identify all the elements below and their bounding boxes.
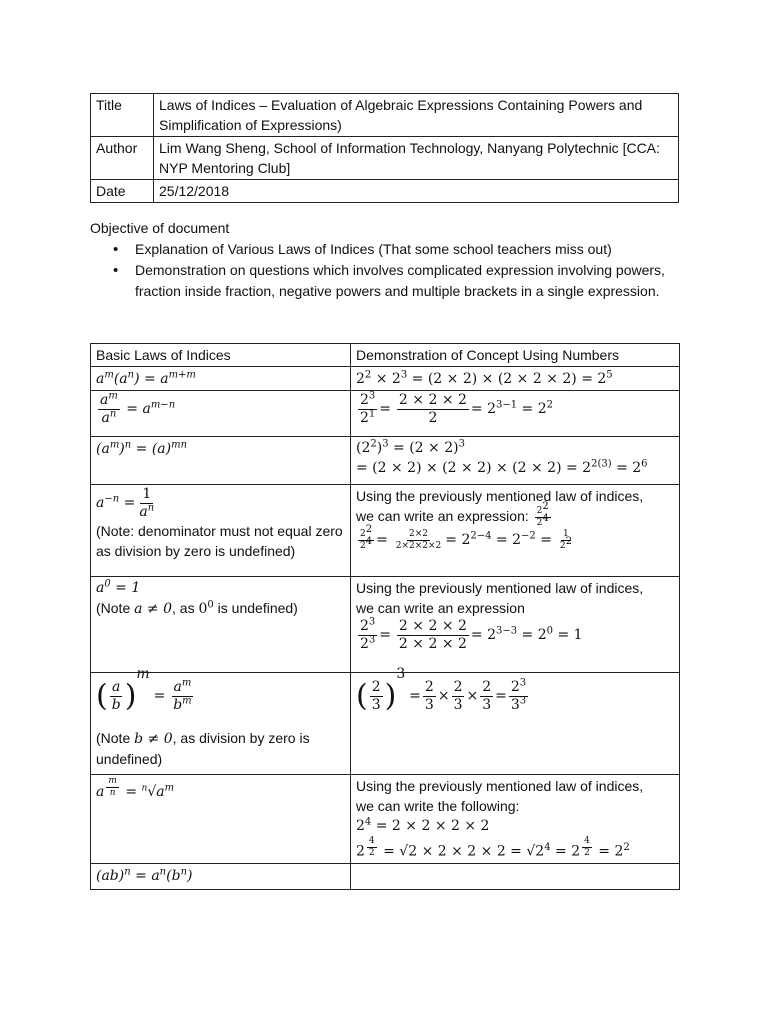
laws-table	[90, 343, 680, 890]
objective-section	[90, 218, 690, 302]
table-row	[91, 391, 680, 437]
expr-text: we can write an expression	[356, 600, 525, 616]
note-zero-c: is undefined)	[213, 600, 298, 616]
law-product-power: $(ab)^n = a^n(b^n)$	[91, 863, 351, 889]
document-info-table	[90, 93, 679, 203]
author-key: Author	[91, 137, 154, 180]
table-row	[91, 863, 680, 889]
law-product: $a^m(a^n) = a^{m+m}$	[91, 367, 351, 391]
table-row	[91, 673, 680, 775]
date-key: Date	[91, 180, 154, 203]
list-item: • Demonstration on questions which involves complicated expression involving powers, fraction inside fraction, negative powers and multiple brackets in a single expression.	[135, 260, 690, 302]
note-denominator: (Note: denominator must not equal zero as division by zero is undefined)	[96, 523, 343, 559]
note-zero-b: , as	[172, 600, 199, 616]
demo-product: $2^2 \times 2^3 = (2 \times 2) \times (2 \times 2 \times 2) = 2^5$	[351, 367, 680, 391]
demo-zero-index: Using the previously mentioned law of indices, we can write an expression $\frac{2^3}{2^3}$ = $\frac{2 \times 2 \times 2}{2 \times 2 \times 2}$ = $2^{3-3} = 2^0 = 1$	[351, 577, 680, 673]
note-b-a: (Note	[96, 729, 135, 746]
objective-list	[90, 239, 690, 302]
table-row	[91, 485, 680, 577]
intro-text: Using the previously mentioned law of indices,	[356, 778, 644, 794]
law-rational-index: a $^{\frac{m}{n}}$ = $^n√a^m$	[91, 775, 351, 864]
demo-quotient: $\frac{2^3}{2^1}$ = $\frac{2 \times 2 \times 2}{2}$ = $2^{3-1} = 2^2$	[351, 391, 680, 437]
header-right: Demonstration of Concept Using Numbers	[351, 344, 680, 367]
law-fraction-power: ( $\frac{a}{b}$ )$^m$ = $\frac{a^m}{b^m}$ (Note b ≠ 0, as division by zero is undefined)	[91, 673, 351, 775]
demo-negative-index: Using the previously mentioned law of indices, we can write an expression: $\frac{2^2}{2^4}$ $\frac{2^2}{2^4}$ = $\frac{2\times 2}{2\times 2\times 2\times 2}$ = $2^{2-4} = 2^{-2}$ = $\frac{1}{2^2}$	[351, 485, 680, 577]
intro-text: Using the previously mentioned law of indices,	[356, 488, 644, 504]
note-zero-a: (Note	[96, 600, 135, 616]
table-row	[91, 367, 680, 391]
table-row	[91, 437, 680, 485]
table-row	[91, 180, 679, 203]
law-negative-index: $a^{-n}$ = $\frac{1}{a^n}$ (Note: denominator must not equal zero as division by zero is undefined)	[91, 485, 351, 577]
table-row	[91, 775, 680, 864]
law-zero-index: $a^0 = 1$ (Note a ≠ 0, as $0^0$ is undefined)	[91, 577, 351, 673]
author-value: Lim Wang Sheng, School of Information Technology, Nanyang Polytechnic [CCA: NYP Mentoring Club]	[154, 137, 679, 180]
demo-rational-index: Using the previously mentioned law of indices, we can write the following: $2^4 = 2 \times 2 \times 2 \times 2$ 2 $^{\frac{4}{2}}$ = $√2 \times 2 \times 2 \times 2 = √2^4 = 2$ $^{\frac{4}{2}}$ = $2^2$	[351, 775, 680, 864]
note-b-b: , as division by zero is undefined)	[96, 729, 310, 767]
following-text: we can write the following:	[356, 798, 520, 814]
expr-text: we can write an expression:	[356, 508, 529, 525]
objective-heading: Objective of document	[90, 220, 230, 236]
intro-text: Using the previously mentioned law of indices,	[356, 580, 644, 596]
table-row	[91, 94, 679, 137]
law-quotient: $\frac{a^m}{a^n}$ = $a^{m-n}$	[91, 391, 351, 437]
table-row	[91, 577, 680, 673]
header-left: Basic Laws of Indices	[91, 344, 351, 367]
title-key: Title	[91, 94, 154, 137]
table-row	[91, 137, 679, 180]
law-power-of-power: $(a^m)^n = (a)^{mn}$	[91, 437, 351, 485]
list-item: • Explanation of Various Laws of Indices (That some school teachers miss out)	[135, 239, 690, 260]
table-header-row	[91, 344, 680, 367]
demo-product-power	[351, 863, 680, 889]
demo-fraction-power: ( $\frac{2}{3}$ )$^3$ = $\frac{2}{3}$ × $\frac{2}{3}$ × $\frac{2}{3}$ = $\frac{2^3}{3^3}$	[351, 673, 680, 775]
demo-power-of-power: $(2^2)^3 = (2 \times 2)^3$ = $(2 \times 2) \times (2 \times 2) \times (2 \times 2) = 2^{2(3)} = 2^6$	[351, 437, 680, 485]
date-value: 25/12/2018	[154, 180, 679, 203]
title-value: Laws of Indices – Evaluation of Algebraic Expressions Containing Powers and Simplification of Expressions)	[154, 94, 679, 137]
